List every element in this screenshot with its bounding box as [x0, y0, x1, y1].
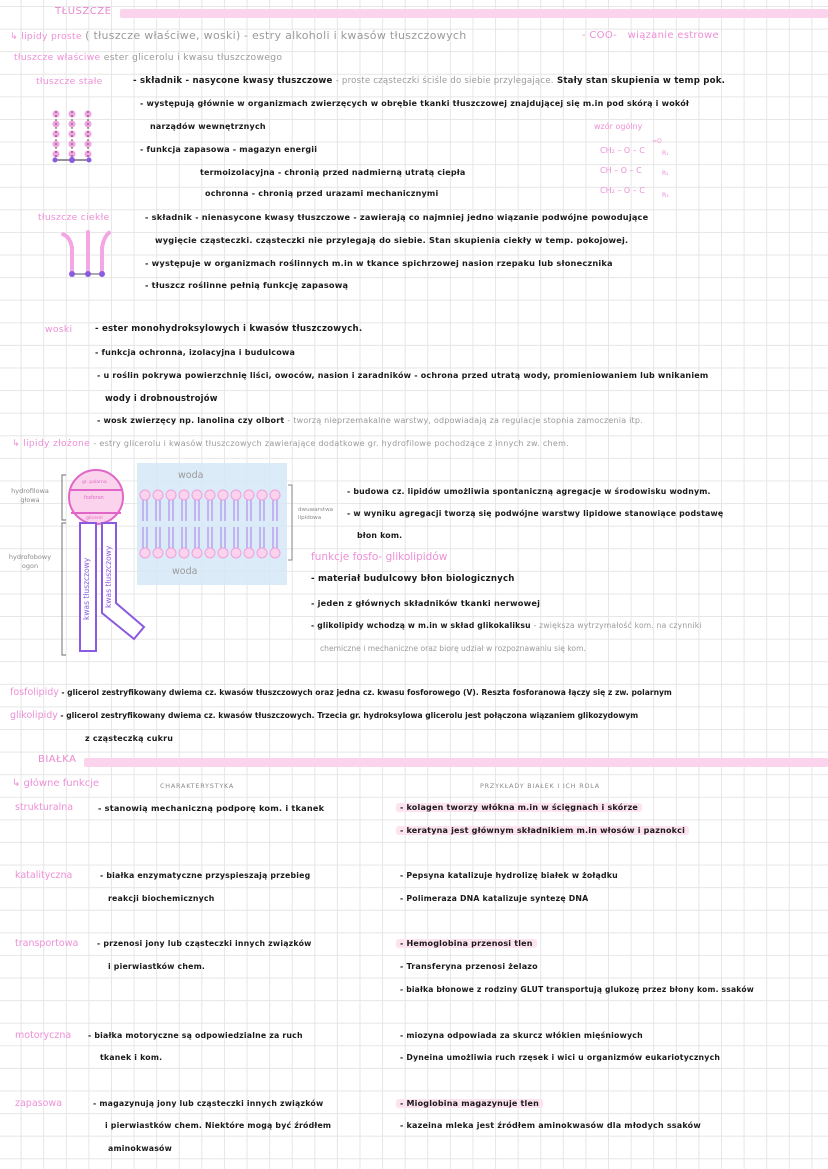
- catalytic-desc-2: reakcji biochemicznych: [108, 894, 215, 903]
- solid-fats-label: tłuszcze stałe: [36, 76, 103, 87]
- solid-fats-line6: ochronna - chronią przed urazami mechanicznymi: [205, 189, 439, 198]
- proper-fats-label: tłuszcze właściwe: [14, 52, 101, 63]
- formula-r3: R₃: [662, 192, 669, 199]
- formula-r2: R₂: [662, 170, 669, 177]
- simple-lipids-line: [10, 29, 467, 42]
- head-part-polar: gr. polarna: [82, 480, 107, 485]
- transport-example-1: - Hemoglobina przenosi tlen: [396, 939, 537, 948]
- complex-lipids-heading: ↳ lipidy złożone: [12, 438, 91, 449]
- function-name-motor: motoryczna: [15, 1030, 72, 1041]
- function-name-catalytic: katalityczna: [15, 870, 73, 881]
- storage-example-1: - Mioglobina magazynuje tlen: [396, 1099, 543, 1108]
- proper-fats-line: [14, 52, 282, 63]
- waxes-line4: wody i drobnoustrojów: [105, 393, 218, 403]
- storage-desc-2: i pierwiastków chem. Niektóre mogą być źródłem: [105, 1121, 332, 1130]
- aggregation-line2: - w wyniku agregacji tworzą się podwójne warstwy lipidowe stanowiące podstawę: [347, 509, 724, 518]
- waxes-line2: - funkcja ochronna, izolacyjna i budulcowa: [95, 348, 296, 357]
- waxes-line1: - ester monohydroksylowych i kwasów tłuszczowych.: [95, 324, 363, 334]
- head-part-glycerol: glicerol: [86, 516, 103, 521]
- liquid-fats-line1: - składnik - nienasycone kwasy tłuszczowe - zawierają co najmniej jedno wiązanie podwójne powodujące: [145, 212, 649, 222]
- hydrophilic-head-label: hydrofilowa głowa: [11, 487, 49, 504]
- formula-row1: CH₂ – O – C: [600, 146, 645, 155]
- unsaturated-fat-drawing: [60, 228, 110, 280]
- solid-line1-bold: - składnik - nasycone kwasy tłuszczowe: [133, 76, 333, 86]
- col-header-examples: PRZYKŁADY BIAŁEK I ICH ROLA: [480, 782, 600, 790]
- functions-line2: - jeden z głównych składników tkanki nerwowej: [311, 598, 541, 608]
- structural-desc-1: - stanowią mechaniczną podporę kom. i tkanek: [98, 803, 325, 813]
- formula-row3: CH₂ – O – C: [600, 186, 645, 195]
- col-header-characteristics: CHARAKTERYSTYKA: [160, 782, 235, 790]
- transport-desc-1: - przenosi jony lub cząsteczki innych związków: [97, 939, 312, 948]
- function-name-structural: strukturalna: [15, 802, 74, 813]
- ester-bond-name: wiązanie estrowe: [627, 30, 719, 41]
- function-name-transport: transportowa: [15, 938, 79, 949]
- glycolipids-label: glikolipidy: [10, 710, 58, 721]
- catalytic-example-1: - Pepsyna katalizuje hydrolizę białek w żołądku: [400, 871, 618, 880]
- liquid-fats-line2: wygięcie cząsteczki. cząsteczki nie przylegają do siebie. Stan skupienia ciekły w temp. pokojowej.: [155, 235, 629, 245]
- glycolipids-text2: z cząsteczką cukru: [85, 734, 174, 743]
- bilayer-label: dwuwarstwa lipidowa: [298, 507, 334, 521]
- waxes-line3: - u roślin pokrywa powierzchnię liści, owoców, nasion i zaradników - ochrona przed utratą wody, promieniowaniem lub wnikaniem: [97, 371, 709, 380]
- complex-lipids-line: [12, 438, 569, 449]
- tail-label-2: kwas tłuszczowy: [104, 545, 113, 608]
- waxes-line5-bold: - wosk zwierzęcy np. lanolina czy olbort: [97, 416, 285, 425]
- waxes-label: woski: [45, 324, 73, 335]
- waxes-line5-grey: - tworzą nieprzemakalne warstwy, odpowiadają za regulacje stopnia zamoczenia itp.: [287, 416, 643, 425]
- aggregation-line1: - budowa cz. lipidów umożliwia spontaniczną agregacje w środowisku wodnym.: [347, 487, 711, 496]
- transport-example-2: - Transferyna przenosi żelazo: [400, 962, 538, 971]
- glycolipids-text: - glicerol zestryfikowany dwiema cz. kwasów tłuszczowych. Trzecia gr. hydroksylowa glicerolu jest połączona wiązaniem glikozydowym: [60, 711, 639, 720]
- section-bar-proteins: [84, 758, 828, 767]
- function-name-storage: zapasowa: [15, 1098, 63, 1109]
- motor-desc-2: tkanek i kom.: [100, 1053, 163, 1062]
- liquid-fats-line3: - występuje w organizmach roślinnych m.in w tkance spichrzowej nasion rzepaku lub słonecznika: [145, 258, 613, 268]
- solid-fats-line2: - występują głównie w organizmach zwierzęcych w obrębie tkanki tłuszczowej znajdującej się m.in pod skórą i wokół: [140, 99, 690, 108]
- ester-bond-code: - COO-: [582, 30, 618, 41]
- liquid-fats-label: tłuszcze ciekłe: [38, 212, 110, 223]
- simple-lipids-def: - estry alkoholi i kwasów tłuszczowych: [243, 29, 467, 42]
- water-top-label: woda: [178, 470, 204, 481]
- saturated-fat-drawing: [50, 108, 100, 166]
- structural-example-2: - keratyna jest głównym składnikiem m.in włosów i paznokci: [396, 826, 689, 835]
- head-part-phosphate: fosforan: [84, 496, 104, 501]
- storage-example-2: - kazeina mleka jest źródłem aminokwasów dla młodych ssaków: [400, 1121, 701, 1130]
- phospholipids-def: [10, 687, 672, 698]
- solid-fats-line4: - funkcja zapasowa - magazyn energii: [140, 145, 318, 154]
- formula-title: wzór ogólny: [594, 122, 643, 131]
- motor-desc-1: - białka motoryczne są odpowiedzialne za ruch: [88, 1031, 303, 1040]
- catalytic-example-2: - Polimeraza DNA katalizuje syntezę DNA: [400, 894, 589, 903]
- solid-fats-line3: narządów wewnętrznych: [150, 122, 266, 131]
- section-bar-fats: [120, 9, 828, 18]
- ester-bond: [582, 30, 719, 41]
- glycolipids-def: [10, 710, 638, 721]
- phospholipids-label: fosfolipidy: [10, 687, 59, 698]
- section-title-proteins: BIAŁKA: [38, 754, 77, 765]
- functions-line3-grey: - zwiększa wytrzymałość kom. na czynniki: [533, 621, 702, 630]
- motor-example-1: - miozyna odpowiada za skurcz włókien mięśniowych: [400, 1031, 643, 1040]
- solid-fats-line5: termoizolacyjna - chronią przed nadmierną utratą ciepła: [200, 168, 466, 177]
- liquid-fats-line4: - tłuszcz roślinne pełnią funkcję zapasową: [145, 280, 349, 290]
- functions-line3-bold: - glikolipidy wchodzą w m.in w skład glikokaliksu: [311, 621, 531, 630]
- functions-line4: chemiczne i mechaniczne oraz biorę udział w rozpoznawaniu się kom.: [320, 644, 586, 653]
- storage-desc-1: - magazynują jony lub cząsteczki innych związków: [93, 1099, 324, 1108]
- functions-line3: [311, 621, 702, 630]
- complex-lipids-def: - estry glicerolu i kwasów tłuszczowych zawierające dodatkowe gr. hydrofilowe pochodzące z innych zw. chem.: [93, 439, 570, 448]
- functions-title: funkcje fosfo- glikolipidów: [311, 551, 448, 563]
- solid-fats-line1: [133, 76, 725, 86]
- aggregation-line3: błon kom.: [357, 531, 403, 540]
- tail-label-1: kwas tłuszczowy: [82, 557, 91, 620]
- simple-lipids-paren: ( tłuszcze właściwe, woski): [85, 29, 241, 42]
- functions-line1: - materiał budulcowy błon biologicznych: [311, 574, 515, 584]
- water-bottom-label: woda: [172, 566, 198, 577]
- formula-row2: CH – O – C: [600, 166, 642, 175]
- proteins-heading: ↳ główne funkcje: [12, 778, 100, 789]
- phospholipids-text: - glicerol zestryfikowany dwiema cz. kwasów tłuszczowych oraz jedna cz. kwasu fosforowego (V). Reszta fosforanowa łączy się z zw. polarnym: [61, 688, 672, 697]
- solid-line1-bold2: Stały stan skupienia w temp pok.: [556, 76, 726, 86]
- solid-line1-grey: - proste cząsteczki ściśle do siebie przylegające.: [335, 76, 554, 86]
- proper-fats-def: ester glicerolu i kwasu tłuszczowego: [103, 52, 283, 63]
- phospholipid-diagram: [0, 455, 300, 665]
- storage-desc-3: aminokwasów: [108, 1144, 173, 1153]
- waxes-line5: [97, 416, 643, 425]
- transport-desc-2: i pierwiastków chem.: [108, 962, 206, 971]
- motor-example-2: - Dyneina umożliwia ruch rzęsek i wici u organizmów eukariotycznych: [400, 1053, 721, 1062]
- simple-lipids-heading: ↳ lipidy proste: [10, 31, 82, 42]
- section-title-fats: TŁUSZCZE: [55, 6, 112, 17]
- catalytic-desc-1: - białka enzymatyczne przyspieszają przebieg: [100, 871, 311, 880]
- structural-example-1: - kolagen tworzy włókna m.in w ścięgnach i skórze: [396, 803, 642, 812]
- formula-o1: =O: [652, 138, 662, 145]
- hydrophobic-tail-label: hydrofobowy ogon: [8, 553, 52, 570]
- transport-example-3: - białka błonowe z rodziny GLUT transportują glukozę przez błony kom. ssaków: [400, 985, 754, 994]
- formula-r1: R₁: [662, 150, 669, 157]
